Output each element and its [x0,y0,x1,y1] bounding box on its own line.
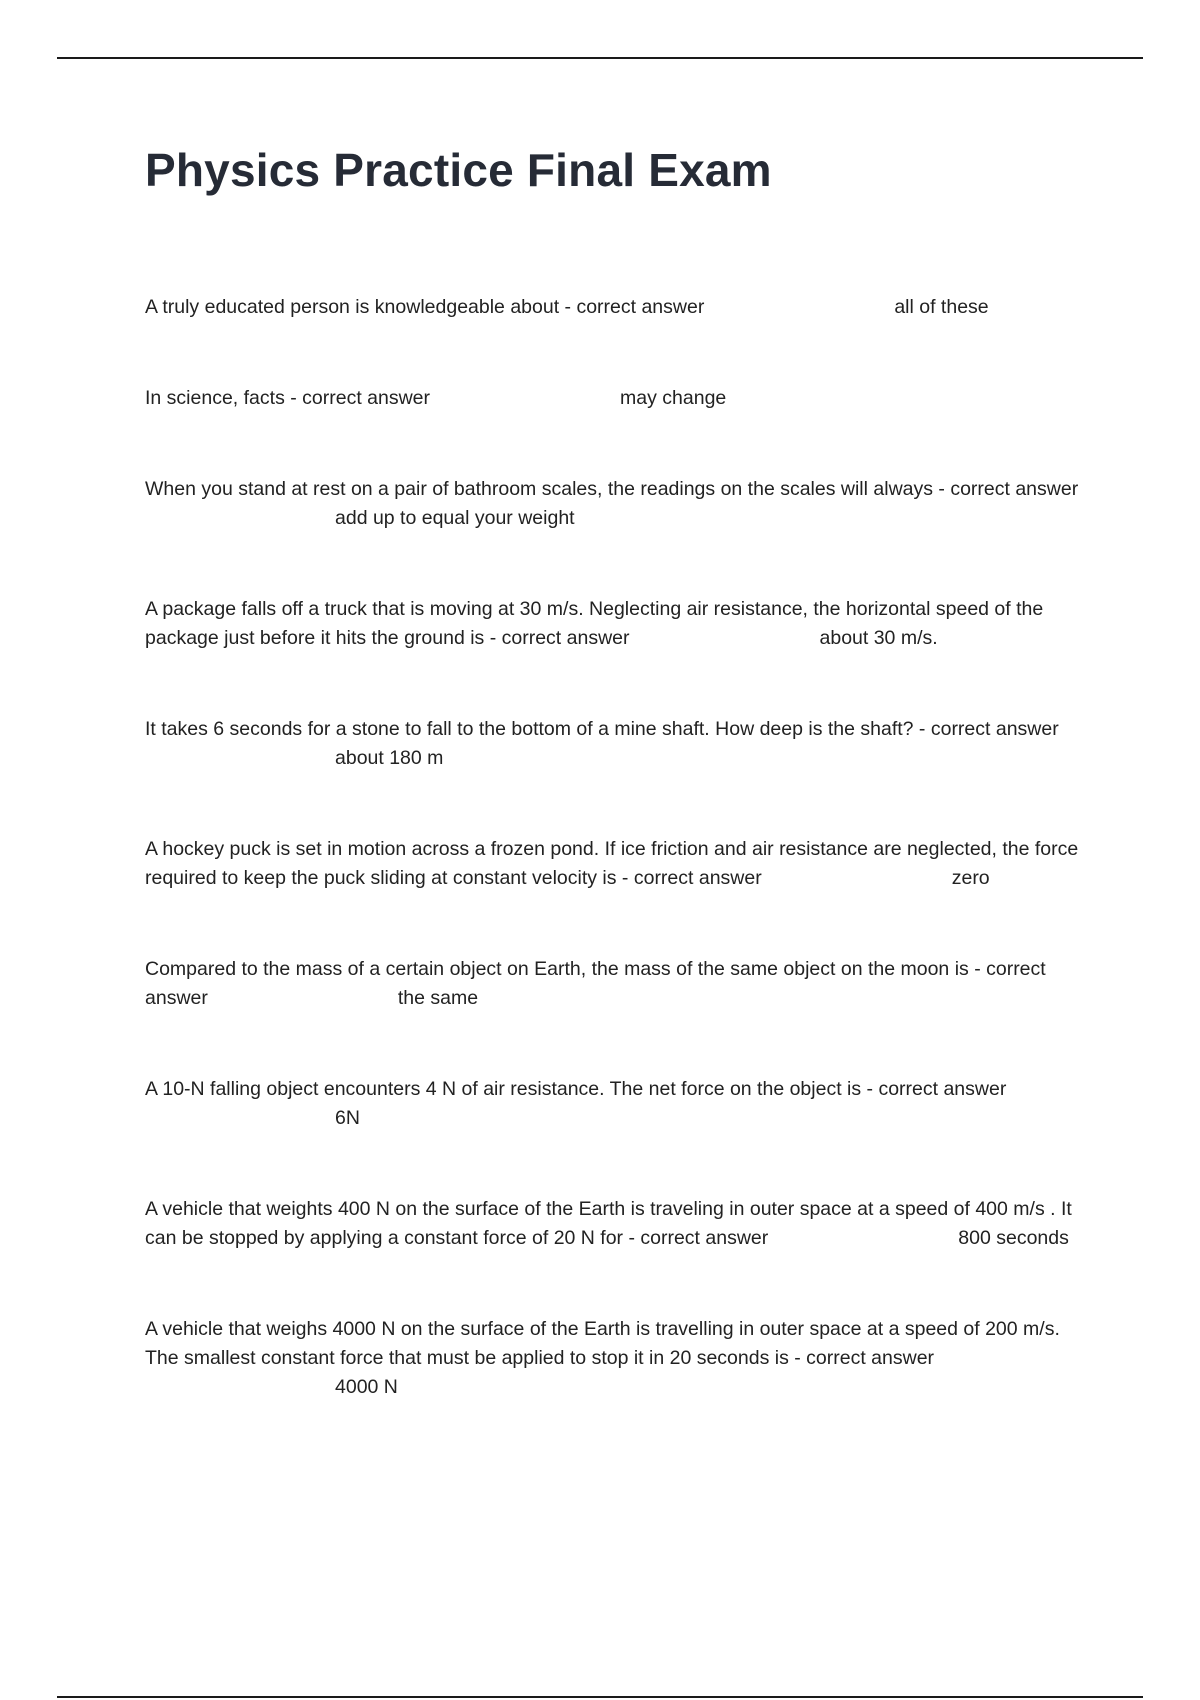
question-item [145,595,1095,653]
question-text: A 10-N falling object encounters 4 N of air resistance. The net force on the object is - correct answer [145,1078,1007,1100]
question-text: A vehicle that weighs 4000 N on the surface of the Earth is travelling in outer space at a speed of 200 m/s. The smallest constant force that must be applied to stop it in 20 seconds is - correct answer [145,1318,1065,1369]
question-item [145,955,1095,1013]
answer-text: add up to equal your weight [335,507,575,529]
bottom-rule [57,1696,1143,1698]
answer-text: may change [620,387,727,409]
answer-text: the same [397,987,479,1009]
question-text: A hockey puck is set in motion across a frozen pond. If ice friction and air resistance are neglected, the force required to keep the puck sliding at constant velocity is - correct answer [145,838,1084,889]
answer-text: about 180 m [335,747,444,769]
question-item [145,1315,1095,1402]
question-text: When you stand at rest on a pair of bathroom scales, the readings on the scales will always - correct answer [145,478,1079,500]
question-text: A vehicle that weights 400 N on the surface of the Earth is traveling in outer space at a speed of 400 m/s . It can be stopped by applying a constant force of 20 N for - correct answer [145,1198,1078,1249]
question-item [145,384,1095,413]
question-text: Compared to the mass of a certain object on Earth, the mass of the same object on the moon is - correct answer [145,958,1052,1009]
answer-text: 6N [335,1107,360,1129]
question-list [145,293,1095,1463]
answer-text: about 30 m/s. [819,627,938,649]
question-item [145,1075,1095,1133]
question-text: A truly educated person is knowledgeable about - correct answer [145,296,705,318]
question-text: It takes 6 seconds for a stone to fall to the bottom of a mine shaft. How deep is the shaft? - correct answer [145,718,1059,740]
question-text: A package falls off a truck that is moving at 30 m/s. Neglecting air resistance, the horizontal speed of the package just before it hits the ground is - correct answer [145,598,1049,649]
answer-text: zero [951,867,990,889]
question-item [145,1195,1095,1253]
answer-text: 800 seconds [958,1227,1069,1249]
question-item [145,293,1095,322]
document-title: Physics Practice Final Exam [145,144,772,196]
answer-text: all of these [894,296,989,318]
top-rule [57,57,1143,59]
question-item [145,475,1095,533]
question-text: In science, facts - correct answer [145,387,431,409]
answer-text: 4000 N [335,1376,398,1398]
question-item [145,715,1095,773]
question-item [145,835,1095,893]
